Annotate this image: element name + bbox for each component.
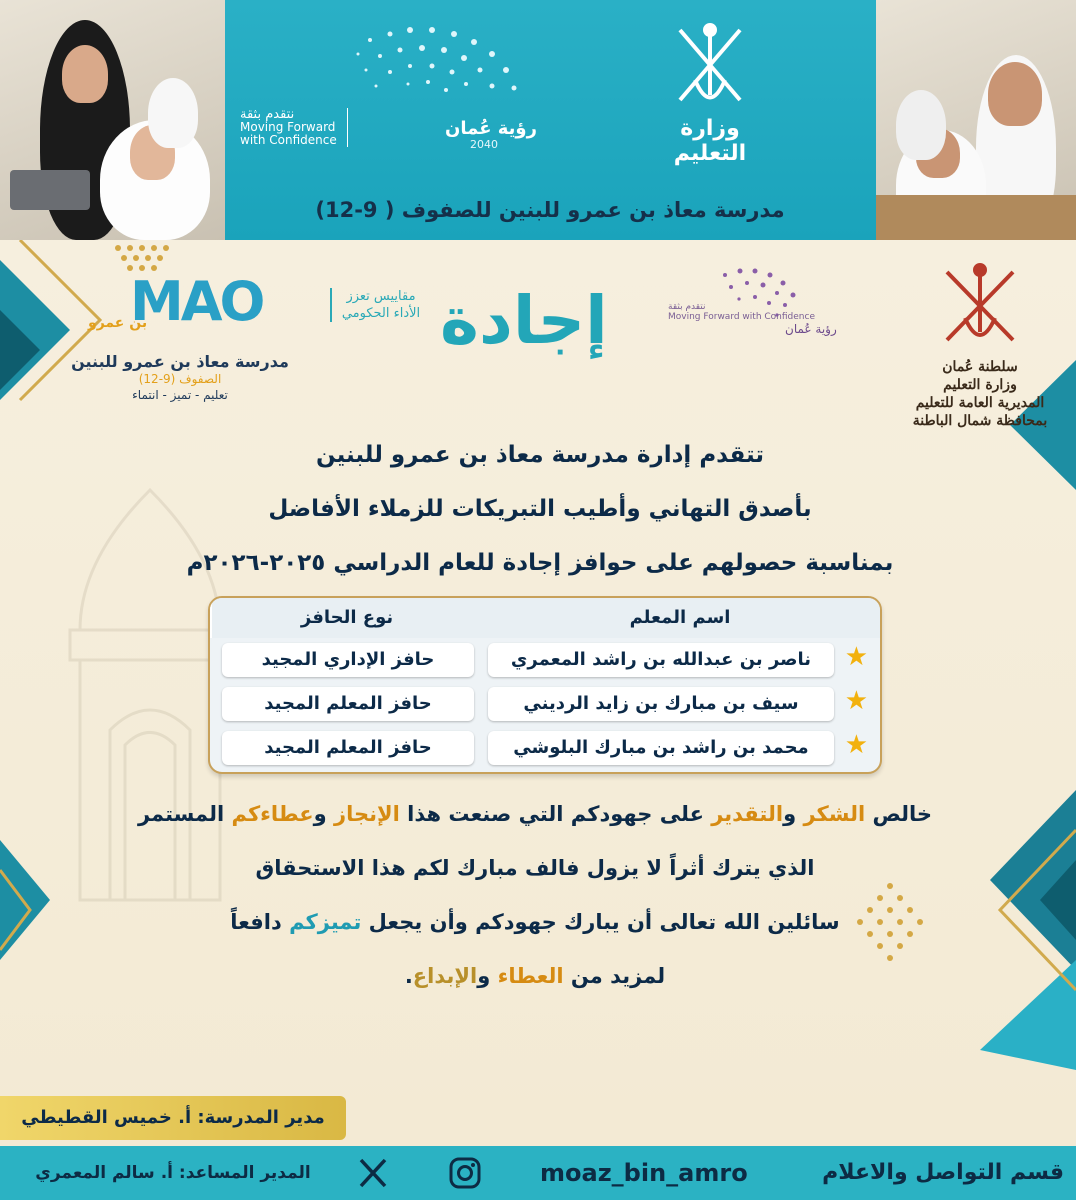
- school-title: مدرسة معاذ بن عمرو للبنين للصفوف ( 9-12): [315, 198, 785, 222]
- vision-slogan-en: Moving Forward with Confidence: [668, 312, 815, 322]
- teacher-name: محمد بن راشد بن مبارك البلوشي: [488, 731, 834, 765]
- table-row: [216, 640, 878, 680]
- x-twitter-icon[interactable]: [356, 1156, 390, 1190]
- slogan-english-1: Moving Forward: [240, 120, 336, 134]
- intro-line-3: بمناسبة حصولهم على حوافز إجادة للعام الدراسي ٢٠٢٥-٢٠٢٦م: [186, 550, 894, 576]
- table-header-name: اسم المعلم: [480, 598, 880, 638]
- intro-line-1: تتقدم إدارة مدرسة معاذ بن عمرو للبنين: [315, 442, 765, 468]
- school-motto: تعليم - تميز - انتماء: [132, 388, 228, 402]
- vision-year: 2040: [470, 138, 498, 151]
- oman-emblem-icon: [935, 262, 1025, 352]
- moe-line: المديرية العامة للتعليم: [915, 395, 1045, 411]
- ministry-name: وزارة التعليم: [673, 116, 747, 166]
- media-department: قسم التواصل والاعلام: [822, 1160, 1064, 1185]
- award-type: حافز المعلم المجيد: [222, 687, 474, 721]
- moe-line: وزارة التعليم: [943, 377, 1017, 393]
- intro-line-2: بأصدق التهاني وأطيب التبريكات للزملاء الأفاضل: [268, 496, 812, 522]
- closing-line-2: الذي يترك أثراً لا يزول فالف مبارك لكم هذا الاستحقاق: [255, 856, 815, 880]
- star-icon: ★: [844, 730, 868, 760]
- moe-directorate-text: [905, 358, 1055, 430]
- closing-line-3: سائلين الله تعالى أن يبارك جهودكم وأن يجعل تميزكم دافعاً: [230, 910, 840, 934]
- teacher-name: ناصر بن عبدالله بن راشد المعمري: [488, 643, 834, 677]
- award-type: حافز المعلم المجيد: [222, 731, 474, 765]
- moe-line: سلطنة عُمان: [942, 359, 1018, 375]
- header-banner: [0, 0, 1076, 240]
- school-logo-bin: بن عمرو: [88, 315, 148, 331]
- school-grades: الصفوف (9-12): [138, 372, 222, 386]
- vision-slogan: [668, 302, 815, 322]
- right-decoration-bottom: [960, 740, 1076, 1070]
- teacher-boys-photo: [876, 0, 1076, 240]
- closing-line-4: لمزيد من العطاء والإبداع.: [404, 964, 666, 988]
- vision-title: رؤية عُمان: [785, 322, 837, 336]
- instagram-icon[interactable]: [448, 1156, 482, 1190]
- slogan-arabic: نتقدم بثقة: [240, 107, 295, 122]
- certificate-body: [0, 240, 1076, 1146]
- school-logo-mark: MAO: [130, 270, 263, 333]
- star-icon: ★: [844, 686, 868, 716]
- closing-line-1: خالص الشكر والتقدير على جهودكم التي صنعت هذا الإنجاز وعطاءكم المستمر: [137, 802, 933, 826]
- social-handle[interactable]: moaz_bin_amro: [540, 1159, 748, 1187]
- ijada-logo: إجادة: [440, 282, 608, 359]
- moe-line: بمحافظة شمال الباطنة: [912, 413, 1048, 429]
- footer-bar: [0, 1146, 1076, 1200]
- table-header-type: نوع الحافز: [210, 598, 482, 638]
- table-row: [216, 684, 878, 724]
- vision-slogan-ar: نتقدم بثقة: [668, 302, 706, 312]
- teacher-name: سيف بن مبارك بن زايد الرديني: [488, 687, 834, 721]
- awards-table: [208, 596, 882, 774]
- slogan-english-2: with Confidence: [240, 133, 337, 147]
- slogan: [240, 108, 348, 147]
- table-row: [216, 728, 878, 768]
- star-icon: ★: [844, 642, 868, 672]
- award-type: حافز الإداري المجيد: [222, 643, 474, 677]
- ijada-subtitle: مقاييس تعزز الأداء الحكومي: [330, 288, 430, 322]
- school-name: مدرسة معاذ بن عمرو للبنين: [71, 352, 289, 371]
- oman-emblem-icon: [665, 20, 755, 115]
- vision-title: رؤية عُمان: [445, 118, 537, 139]
- principal-banner: مدير المدرسة: أ. خميس القطيطي: [0, 1096, 346, 1140]
- teacher-students-photo: [0, 0, 225, 240]
- assistant-principal: المدير المساعد: أ. سالم المعمري: [35, 1163, 311, 1183]
